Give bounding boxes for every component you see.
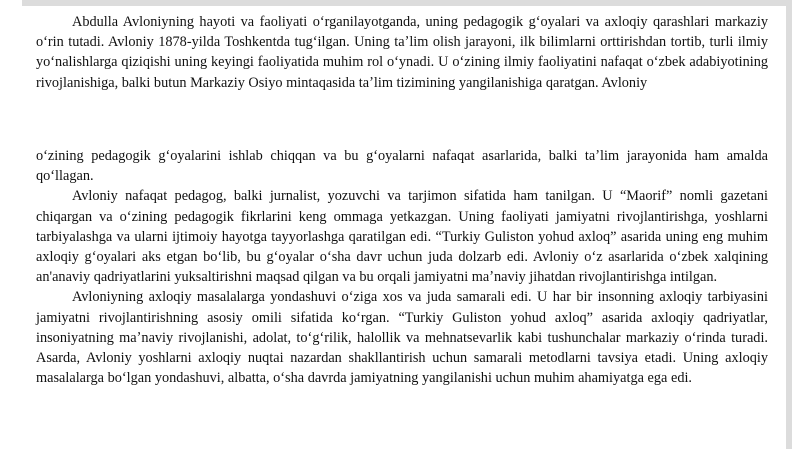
slide-border-top	[22, 0, 789, 6]
paragraph-biography-continuation: oʻzining pedagogik gʻoyalarini ishlab chiqqan va bu gʻoyalarni nafaqat asarlarida, balki taʼlim jarayonida ham amalda qoʻllagan.	[36, 148, 768, 185]
slide-border-right	[786, 0, 792, 449]
text-block-lower	[36, 146, 768, 388]
text-block-upper	[36, 12, 768, 93]
paragraph-biography-intro: Abdulla Avloniyning hayoti va faoliyati oʻrganilayotganda, uning pedagogik gʻoyalari va axloqiy qarashlari markaziy oʻrin tutadi. Avloniy 1878-yilda Toshkentda tugʻilgan. Uning taʼlim olish jarayoni, ilk bilimlarni orttirishdan tortib, turli ilmiy yoʻnalishlarga qiziqishi uning keyingi faoliyatida muhim rol oʻynadi. U oʻzining ilmiy faoliyatini nafaqat oʻzbek adabiyotining rivojlanishiga, balki butun Markaziy Osiyo mintaqasida taʼlim tizimining yangilanishiga qaratgan. Avloniy	[36, 14, 768, 91]
paragraph-ethics: Avloniyning axloqiy masalalarga yondashuvi oʻziga xos va juda samarali edi. U har bir insonning axloqiy tarbiyasini jamiyatni rivojlantirishning asosiy omili sifatida koʻrgan. “Turkiy Guliston yohud axloq” asarida axloqiy qadriyatlar, insoniyatning maʼnaviy rivojlanishi, adolat, toʻgʻrilik, halollik va mehnatsevarlik kabi tushunchalar markaziy oʻrinda turadi. Asarda, Avloniy yoshlarni axloqiy nuqtai nazardan shakllantirish uchun samarali metodlarni tavsiya etadi. Uning axloqiy masalalarga boʻlgan yondashuvi, albatta, oʻsha davrda jamiyatning yangilanishi uchun muhim ahamiyatga ega edi.	[36, 289, 768, 387]
paragraph-journalism: Avloniy nafaqat pedagog, balki jurnalist, yozuvchi va tarjimon sifatida ham tanilgan. U “Maorif” nomli gazetani chiqargan va oʻzining pedagogik fikrlarini keng ommaga yetkazgan. Uning faoliyati jamiyatni rivojlantirishga, yoshlarni tarbiyalashga va ularni ijtimoiy hayotga tayyorlashga qaratilgan edi. “Turkiy Guliston yohud axloq” asarida uning eng muhim axloqiy gʻoyalari aks etgan boʻlib, bu gʻoyalar oʻsha davr uchun juda dolzarb edi. Avloniy oʻz asarlarida oʻzbek xalqining an'anaviy qadriyatlarini yuksaltirishni maqsad qilgan va bu orqali jamiyatni maʼnaviy jihatdan rivojlantirishga intilgan.	[36, 188, 768, 286]
